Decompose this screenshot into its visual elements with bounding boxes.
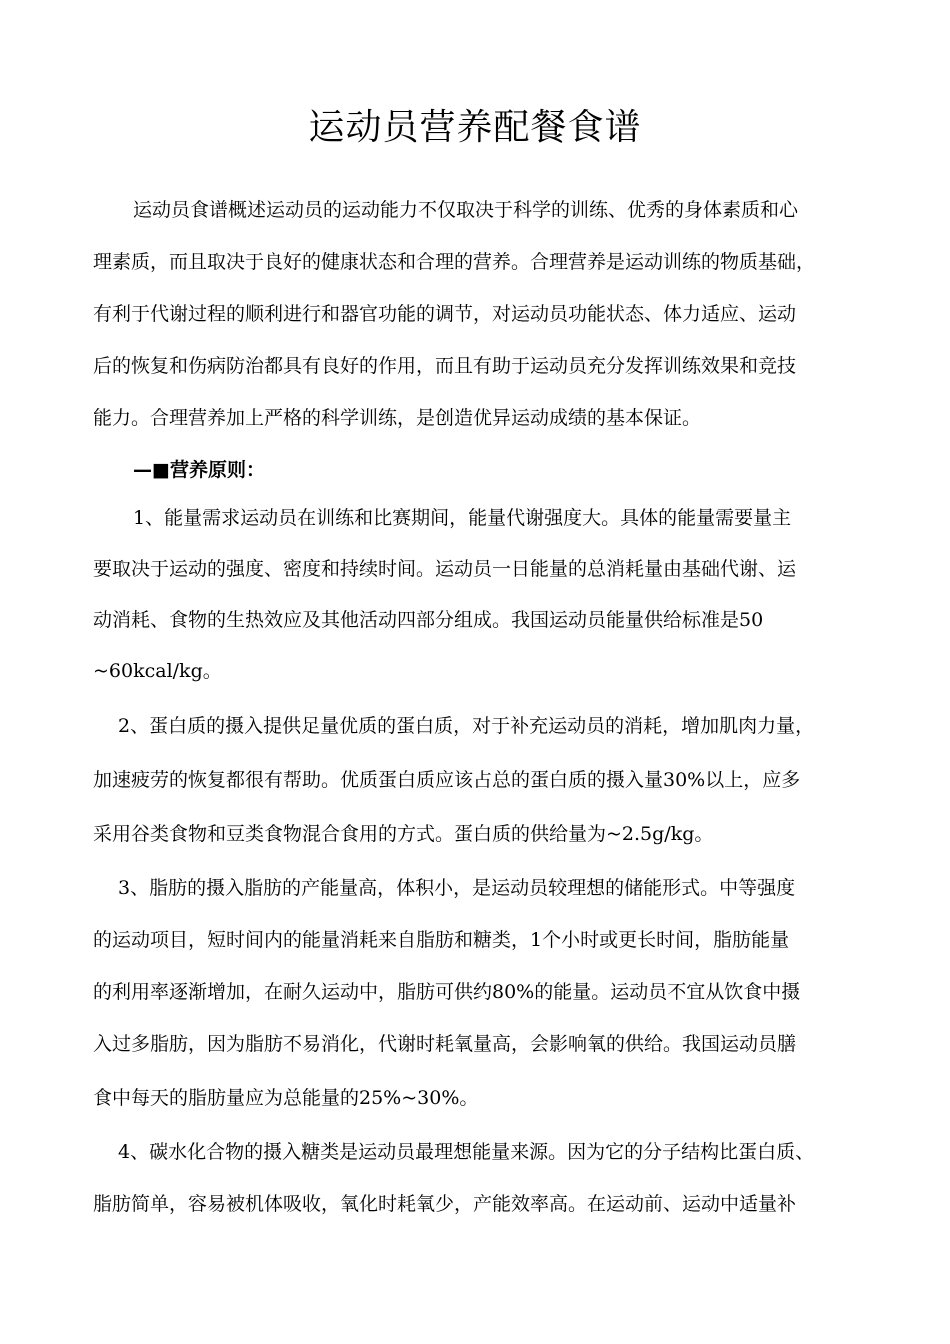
- paragraph-line: 理素质，而且取决于良好的健康状态和合理的营养。合理营养是运动训练的物质基础，: [93, 251, 816, 273]
- paragraph-line: 运动员食谱概述运动员的运动能力不仅取决于科学的训练、优秀的身体素质和心: [133, 199, 799, 221]
- paragraph-line: 入过多脂肪，因为脂肪不易消化，代谢时耗氧量高，会影响氧的供给。我国运动员膳: [93, 1033, 797, 1055]
- paragraph-line: 采用谷类食物和豆类食物混合食用的方式。蛋白质的供给量为~2.5g/kg。: [93, 823, 714, 845]
- paragraph-line: 的利用率逐渐增加，在耐久运动中，脂肪可供约80%的能量。运动员不宜从饮食中摄: [93, 981, 801, 1003]
- paragraph-line: 动消耗、食物的生热效应及其他活动四部分组成。我国运动员能量供给标准是50: [93, 609, 764, 631]
- paragraph-line: 后的恢复和伤病防治都具有良好的作用，而且有助于运动员充分发挥训练效果和竞技: [93, 355, 797, 377]
- paragraph-line: 食中每天的脂肪量应为总能量的25%~30%。: [93, 1087, 479, 1109]
- paragraph-line: 2、蛋白质的摄入提供足量优质的蛋白质，对于补充运动员的消耗，增加肌肉力量，: [118, 715, 815, 737]
- paragraph-line: 的运动项目，短时间内的能量消耗来自脂肪和糖类，1个小时或更长时间，脂肪能量: [93, 929, 790, 951]
- paragraph-line: 1、能量需求运动员在训练和比赛期间，能量代谢强度大。具体的能量需要量主: [133, 507, 792, 529]
- paragraph-line: 有利于代谢过程的顺利进行和器官功能的调节，对运动员功能状态、体力适应、运动: [93, 303, 797, 325]
- paragraph-line: ~60kcal/kg。: [93, 660, 222, 682]
- page-title: 运动员营养配餐食谱: [308, 107, 642, 148]
- paragraph-line: 加速疲劳的恢复都很有帮助。优质蛋白质应该占总的蛋白质的摄入量30%以上，应多: [93, 769, 801, 791]
- paragraph-line: 脂肪简单，容易被机体吸收，氧化时耗氧少，产能效率高。在运动前、运动中适量补: [93, 1193, 797, 1215]
- section-heading: —■营养原则：: [133, 459, 265, 481]
- paragraph-line: 3、脂肪的摄入脂肪的产能量高，体积小，是运动员较理想的储能形式。中等强度: [118, 877, 796, 899]
- paragraph-line: 能力。合理营养加上严格的科学训练，是创造优异运动成绩的基本保证。: [93, 407, 702, 429]
- paragraph-line: 4、碳水化合物的摄入糖类是运动员最理想能量来源。因为它的分子结构比蛋白质、: [118, 1141, 815, 1163]
- paragraph-line: 要取决于运动的强度、密度和持续时间。运动员一日能量的总消耗量由基础代谢、运: [93, 558, 797, 580]
